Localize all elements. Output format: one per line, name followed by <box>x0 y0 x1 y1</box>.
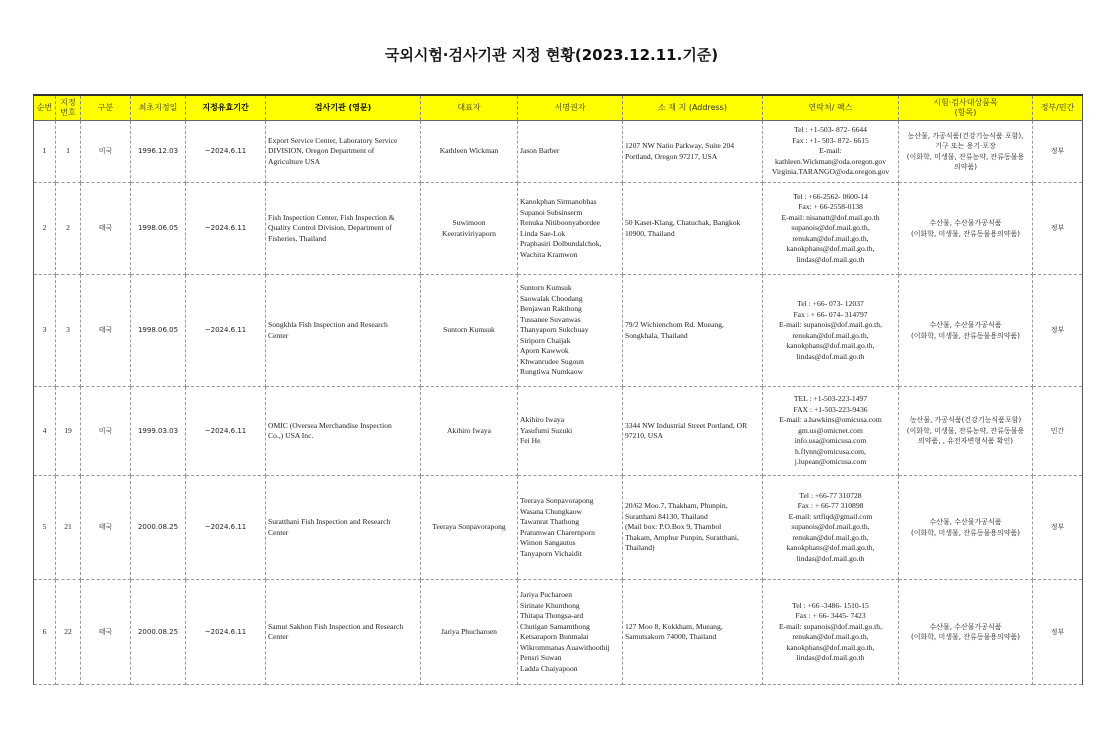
header-label: 시험·검사대상품목 <box>933 98 998 107</box>
cell-line: 수산물, 수산물가공식품 <box>929 219 1002 227</box>
cell-line: E-mail: supanois@dof.mail.go.th, <box>779 621 882 631</box>
cell-line: Thitapa Thongsa-ard <box>520 611 584 620</box>
cell-line: 3344 NW Industrial Street Portland, OR <box>625 420 748 430</box>
cell-line: (이화학, 미생물, 잔류동물용의약품) <box>910 528 1021 537</box>
cell-agency <box>266 183 421 275</box>
cell-first-date: 1998.06.05 <box>131 275 186 387</box>
cell-designation-no: 1 <box>56 121 81 183</box>
cell-line: Thakam, Amphur Punpin, Suratthani, <box>625 532 739 542</box>
table-row <box>34 121 1083 183</box>
cell-line: lindas@dof.mail.go.th <box>796 553 865 563</box>
cell-representative <box>421 476 518 580</box>
testing-agency-table <box>33 94 1083 685</box>
cell-country: 태국 <box>81 476 131 580</box>
cell-line: Renuka Nitiboonyabordee <box>520 218 600 227</box>
cell-line: lindas@dof.mail.go.th <box>796 254 865 264</box>
cell-line: 농산물, 가공식품(건강기능식품포함) <box>909 416 1022 425</box>
cell-line: renukan@dof.mail.go.th, <box>792 233 869 243</box>
header-validity-period <box>186 95 266 121</box>
cell-line: kanokphans@dof.mail.go.th, <box>786 341 875 350</box>
header-label: (항목) <box>954 108 977 117</box>
cell-line: Center <box>268 527 289 537</box>
cell-line: Samut Sakhon Fish Inspection and Research <box>268 621 404 631</box>
cell-line: Chutigan Samamthong <box>520 621 590 631</box>
cell-first-date: 1999.03.03 <box>131 387 186 476</box>
header-label: 지정유효기간 <box>202 103 249 112</box>
header-label: 연락처/ 팩스 <box>808 103 853 112</box>
cell-contact <box>763 387 899 476</box>
cell-line: Tawanrat Thathong <box>520 517 580 526</box>
cell-line: 의약품) <box>953 163 978 171</box>
cell-line: 기구 또는 용기·포장 <box>935 142 996 150</box>
cell-line: Wikrommanas Auawithoothij <box>520 642 610 652</box>
cell-line: Supanoi Subsinserm <box>520 207 583 217</box>
header-label: 서명권자 <box>554 103 586 112</box>
header-seq <box>34 95 56 121</box>
cell-items <box>899 476 1033 580</box>
cell-address <box>623 387 763 476</box>
cell-line: Kanokphan Sirmanobhas <box>520 197 597 206</box>
cell-line: 수산물, 수산물가공식품 <box>929 518 1002 526</box>
cell-line: j.lupean@omicusa.com <box>794 457 867 467</box>
cell-items <box>899 275 1033 387</box>
cell-line: Rungtiwa Numkaow <box>520 367 584 377</box>
cell-line: Akihiro Iwaya <box>520 415 565 425</box>
cell-line: Fisheries, Thailand <box>268 233 327 243</box>
cell-line: Export Service Center, Laboratory Service <box>268 135 398 145</box>
cell-validity: ~2024.6.11 <box>186 121 266 183</box>
cell-address <box>623 476 763 580</box>
cell-line: Ladda Chaiyapoon <box>520 663 578 673</box>
cell-country: 태국 <box>81 580 131 685</box>
cell-line: Suwimoon <box>452 218 486 227</box>
cell-line: Virginia.TARANGO@oda.oregon.gov <box>771 167 890 177</box>
cell-validity: ~2024.6.11 <box>186 275 266 387</box>
cell-line: 10900, Thailand <box>625 228 675 238</box>
cell-line: Tel : +66 -3486- 1510-15 <box>792 600 869 610</box>
cell-line: 79/2 Wichienchom Rd. Mueang, <box>625 320 724 329</box>
cell-agency <box>266 387 421 476</box>
cell-line: 20/62 Moo.7, Thakham, Phunpin, <box>625 501 728 511</box>
cell-line: lindas@dof.mail.go.th <box>796 351 865 361</box>
cell-line: kathleen.Wickman@oda.oregon.gov <box>774 156 887 166</box>
cell-line: kanokphans@dof.mail.go.th, <box>786 642 875 652</box>
cell-representative <box>421 121 518 183</box>
header-label: 대표자 <box>457 103 481 112</box>
cell-line: E-mail: <box>819 146 842 156</box>
cell-line: DIVISION, Oregon Department of <box>268 146 375 156</box>
cell-address <box>623 183 763 275</box>
header-label: 지정 <box>60 98 76 107</box>
table-row <box>34 387 1083 476</box>
cell-line: Fax : + 66- 3445- 7423 <box>795 611 866 620</box>
cell-representative <box>421 580 518 685</box>
cell-contact <box>763 121 899 183</box>
cell-type: 정부 <box>1033 183 1083 275</box>
cell-line: (이화학, 미생물, 잔류동물용의약품) <box>910 229 1021 238</box>
cell-signatories <box>518 183 623 275</box>
cell-line: supanois@dof.mail.go.th, <box>791 522 870 532</box>
cell-line: Thanyaporn Sukchuay <box>520 325 589 335</box>
cell-line: Yasufumi Suzuki <box>520 425 573 435</box>
cell-no: 2 <box>34 183 56 275</box>
cell-line: 97210, USA <box>625 431 663 440</box>
cell-line: Wasana Chungkaow <box>520 506 583 516</box>
cell-line: Suntorn Kumsuk <box>520 283 572 293</box>
cell-no: 4 <box>34 387 56 476</box>
cell-line: OMIC (Oversea Merchandise Inspection <box>268 420 392 430</box>
cell-first-date: 2000.08.25 <box>131 580 186 685</box>
cell-country: 미국 <box>81 121 131 183</box>
cell-line: Jariya Pucharoen <box>520 590 573 599</box>
cell-validity: ~2024.6.11 <box>186 183 266 275</box>
cell-line: Jariya Phucharoen <box>441 626 497 636</box>
header-label: 구분 <box>97 103 114 112</box>
cell-line: Songkhala, Thailand <box>625 330 688 340</box>
cell-type: 정부 <box>1033 121 1083 183</box>
cell-designation-no: 22 <box>56 580 81 685</box>
cell-type: 정부 <box>1033 580 1083 685</box>
cell-line: Teeraya Sonpavorapong <box>520 496 594 505</box>
cell-type: 민간 <box>1033 387 1083 476</box>
cell-line: 수산물, 수산물가공식품 <box>929 622 1002 631</box>
header-label: 최초지정일 <box>138 103 178 112</box>
cell-contact <box>763 183 899 275</box>
header-agency-name <box>266 95 421 121</box>
cell-line: Kathleen Wickman <box>439 146 499 156</box>
cell-line: Praphasiri Dolbundalchok, <box>520 239 602 248</box>
cell-representative <box>421 183 518 275</box>
table-row <box>34 476 1083 580</box>
cell-line: (이화학, 미생물, 잔류동물용의약품) <box>910 331 1021 340</box>
cell-line: Pensri Suwan <box>520 653 562 662</box>
cell-contact <box>763 580 899 685</box>
cell-items <box>899 580 1033 685</box>
cell-line: TEL : +1-503-223-1497 <box>793 394 868 404</box>
cell-no: 1 <box>34 121 56 183</box>
cell-line: Jason Barber <box>520 146 560 156</box>
cell-line: Tel : +66-2562- 0600-14 <box>793 191 868 201</box>
cell-no: 5 <box>34 476 56 580</box>
cell-line: Ketsaraporn Bunmalai <box>520 632 589 641</box>
cell-line: lindas@dof.mail.go.th <box>796 653 865 662</box>
cell-line: E-mail: srtfiqd@gmail.com <box>788 511 873 521</box>
cell-line: Suntorn Kumsuk <box>443 325 495 335</box>
cell-signatories <box>518 476 623 580</box>
cell-contact <box>763 275 899 387</box>
cell-validity: ~2024.6.11 <box>186 476 266 580</box>
cell-line: (Mail box: P.O.Box 9, Thambol <box>625 522 722 532</box>
header-label: 검사기관 (영문) <box>314 103 372 112</box>
header-first-designation-date <box>131 95 186 121</box>
cell-line: Samutsakorn 74000, Thailand <box>625 632 717 641</box>
cell-line: kanokphans@dof.mail.go.th, <box>786 543 875 553</box>
cell-agency <box>266 580 421 685</box>
cell-line: renukan@dof.mail.go.th, <box>792 532 869 542</box>
cell-line: FAX : +1-503-223-9436 <box>793 404 868 414</box>
cell-line: 50 Kaset-Klang, Chatuchak, Bangkok <box>625 218 741 227</box>
cell-first-date: 1998.06.05 <box>131 183 186 275</box>
cell-line: Center <box>268 330 289 340</box>
cell-line: Fei He <box>520 436 541 446</box>
cell-line: Akihiro Iwaya <box>446 425 492 435</box>
cell-line: 농산물, 가공식품(건강기능식품 포함), <box>907 131 1024 140</box>
cell-signatories <box>518 121 623 183</box>
cell-line: renukan@dof.mail.go.th, <box>792 632 869 641</box>
cell-line: Khwanrudee Sugoun <box>520 356 584 366</box>
cell-agency <box>266 275 421 387</box>
header-label: 번호 <box>60 108 76 117</box>
cell-country: 태국 <box>81 275 131 387</box>
cell-agency <box>266 476 421 580</box>
cell-items <box>899 387 1033 476</box>
cell-line: Portland, Oregon 97217, USA <box>625 151 718 161</box>
cell-line: Wachira Kramwon <box>520 249 578 259</box>
cell-country: 미국 <box>81 387 131 476</box>
cell-line: Co.,) USA Inc. <box>268 431 314 440</box>
cell-line: Suratthani Fish Inspection and Research <box>268 517 391 526</box>
cell-validity: ~2024.6.11 <box>186 387 266 476</box>
cell-line: 수산물, 수산물가공식품 <box>929 321 1002 329</box>
header-address <box>623 95 763 121</box>
document-title: 국외시험·검사기관 지정 현황(2023.12.11.기준) <box>384 46 719 64</box>
cell-first-date: 2000.08.25 <box>131 476 186 580</box>
cell-line: Tanyaporn Vichaidit <box>520 548 582 558</box>
cell-line: Aporn Kawwok <box>520 346 569 356</box>
header-country <box>81 95 131 121</box>
table-row <box>34 183 1083 275</box>
cell-line: Teeraya Sonpavorapong <box>432 522 506 532</box>
cell-designation-no: 19 <box>56 387 81 476</box>
cell-address <box>623 121 763 183</box>
cell-line: info.usa@omicusa.com <box>794 436 867 446</box>
cell-line: Tel : +66- 073- 12037 <box>797 299 864 308</box>
cell-line: Suratthani 84130, Thailand <box>625 511 708 521</box>
cell-line: supanois@dof.mail.go.th, <box>791 223 870 233</box>
cell-line: 의약품, , 유전자변형식품 확인) <box>917 437 1013 446</box>
header-test-items <box>899 95 1033 121</box>
cell-type: 정부 <box>1033 275 1083 387</box>
cell-line: Songkhla Fish Inspection and Research <box>268 320 388 329</box>
cell-line: (이화학, 미생물, 잔류농약, 잔류동물용 <box>906 426 1025 435</box>
cell-line: E-mail: supanois@dof.mail.go.th, <box>779 320 882 329</box>
cell-line: Tel : +1-503- 872- 6644 <box>794 125 867 135</box>
cell-line: Siriporn Chaijak <box>520 335 571 345</box>
cell-designation-no: 3 <box>56 275 81 387</box>
cell-signatories <box>518 387 623 476</box>
cell-address <box>623 580 763 685</box>
cell-line: kanokphans@dof.mail.go.th, <box>786 244 875 254</box>
cell-items <box>899 121 1033 183</box>
cell-first-date: 1996.12.03 <box>131 121 186 183</box>
cell-line: Pratumwan Charernporn <box>520 527 595 537</box>
header-gov-private <box>1033 95 1083 121</box>
cell-line: E-mail: a.hawkins@omicusa.com <box>779 415 882 425</box>
cell-line: Fax : +1- 503- 872- 6615 <box>792 135 869 145</box>
cell-line: Quality Control Division, Department of <box>268 223 392 233</box>
cell-line: Tussanee Suvanwas <box>520 314 581 324</box>
header-row <box>34 95 1083 121</box>
table-row <box>34 275 1083 387</box>
cell-contact <box>763 476 899 580</box>
cell-line: renukan@dof.mail.go.th, <box>792 330 869 340</box>
cell-country: 태국 <box>81 183 131 275</box>
header-designation-no <box>56 95 81 121</box>
cell-line: Fish Inspection Center, Fish Inspection & <box>268 212 395 222</box>
cell-designation-no: 21 <box>56 476 81 580</box>
cell-line: Benjawan Rakthong <box>520 304 582 314</box>
cell-signatories <box>518 275 623 387</box>
cell-line: Fax : + 66- 074- 314797 <box>793 309 868 319</box>
cell-line: 1207 NW Natio Parkway, Suite 204 <box>625 141 735 150</box>
header-representative <box>421 95 518 121</box>
cell-no: 6 <box>34 580 56 685</box>
cell-signatories <box>518 580 623 685</box>
cell-line: Tel : +66-77 310728 <box>799 490 862 500</box>
cell-representative <box>421 387 518 476</box>
cell-designation-no: 2 <box>56 183 81 275</box>
header-label: 소 재 지 (Address) <box>658 103 727 112</box>
cell-line: Saowalak Choodang <box>520 293 583 303</box>
cell-no: 3 <box>34 275 56 387</box>
cell-representative <box>421 275 518 387</box>
cell-line: 127 Moo 8, Kokkham, Mueang, <box>625 621 723 631</box>
header-contact <box>763 95 899 121</box>
cell-line: gm.us@omicnet.com <box>798 425 863 435</box>
cell-address <box>623 275 763 387</box>
cell-items <box>899 183 1033 275</box>
table-row <box>34 580 1083 685</box>
cell-line: Fax : + 66-77 310898 <box>797 501 864 511</box>
cell-line: Wimon Sangautus <box>520 538 576 547</box>
cell-agency <box>266 121 421 183</box>
cell-line: Thailand) <box>625 543 655 553</box>
cell-line: E-mail: nisanatt@dof.mail.go.th <box>781 212 880 222</box>
header-signatories <box>518 95 623 121</box>
cell-line: Sirinate Khunthong <box>520 600 580 610</box>
cell-line: (이화학, 미생물, 잔류농약, 잔류동물용 <box>906 152 1025 161</box>
header-label: 순번 <box>36 103 53 112</box>
cell-line: Center <box>268 632 289 641</box>
cell-line: Keerativiriyaporn <box>442 228 496 238</box>
cell-line: Fax: + 66-2558-0138 <box>798 202 863 212</box>
cell-line: (이화학, 미생물, 잔류동물용의약품) <box>910 633 1021 641</box>
header-label: 정부/민간 <box>1040 103 1075 112</box>
cell-validity: ~2024.6.11 <box>186 580 266 685</box>
cell-line: Agriculture USA <box>268 156 321 166</box>
cell-line: Linda Sae-Lok <box>520 228 566 238</box>
cell-line: h.flynn@omicusa.com, <box>795 446 866 456</box>
cell-type: 정부 <box>1033 476 1083 580</box>
